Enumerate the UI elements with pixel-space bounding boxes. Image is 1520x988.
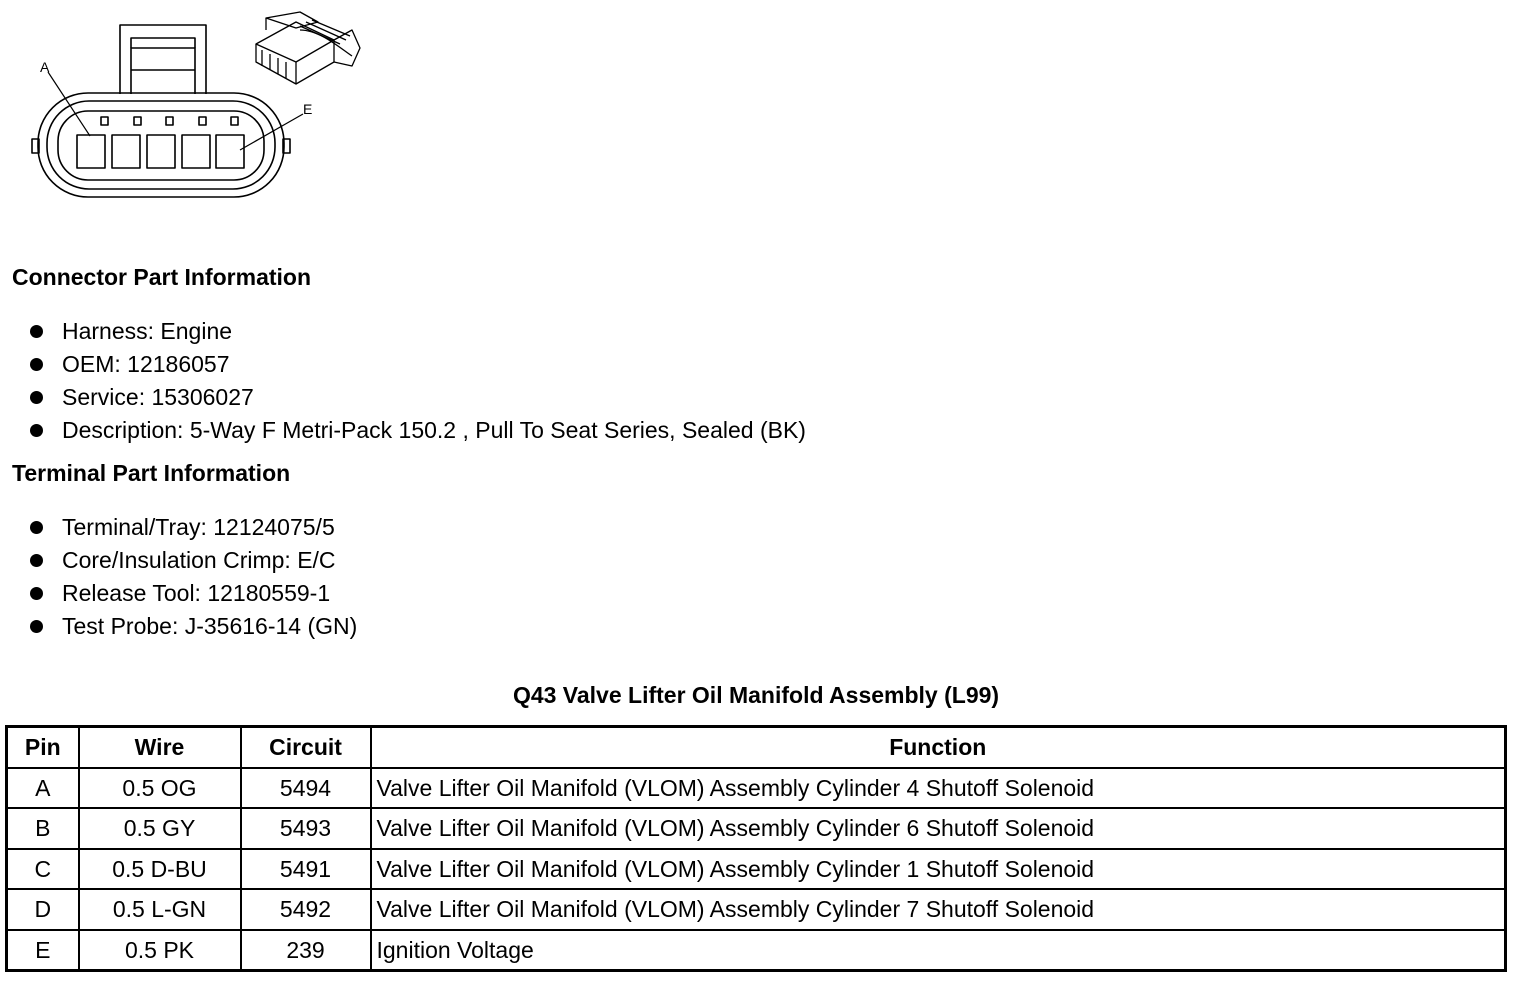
cell-pin: B	[7, 808, 79, 849]
header-circuit: Circuit	[241, 727, 371, 768]
terminal-part-info-list	[28, 511, 357, 643]
connector-diagram	[0, 0, 380, 225]
cell-pin: E	[7, 930, 79, 971]
connector-part-info-heading: Connector Part Information	[12, 264, 312, 290]
header-wire: Wire	[79, 727, 241, 768]
bullet-icon	[30, 554, 43, 567]
cell-wire: 0.5 GY	[79, 808, 241, 849]
cavity-e	[216, 135, 244, 168]
bullet-icon	[30, 587, 43, 600]
cell-function: Valve Lifter Oil Manifold (VLOM) Assembly Cylinder 1 Shutoff Solenoid	[371, 849, 1506, 890]
header-function: Function	[371, 727, 1506, 768]
label-a: A	[40, 59, 50, 75]
connector-isometric-icon	[256, 12, 360, 84]
cell-wire: 0.5 L-GN	[79, 889, 241, 930]
cell-circuit: 239	[241, 930, 371, 971]
cell-function: Ignition Voltage	[371, 930, 1506, 971]
header-pin: Pin	[7, 727, 79, 768]
table-row	[7, 768, 1506, 809]
cell-pin: C	[7, 849, 79, 890]
pin-table-title: Q43 Valve Lifter Oil Manifold Assembly (L99)	[512, 682, 1000, 708]
bullet-icon	[30, 358, 43, 371]
cavity-d	[182, 135, 210, 168]
cell-circuit: 5493	[241, 808, 371, 849]
cell-wire: 0.5 D-BU	[79, 849, 241, 890]
bullet-icon	[30, 424, 43, 437]
cavity-a	[77, 135, 105, 168]
pin-table	[5, 725, 1507, 972]
cell-pin: A	[7, 768, 79, 809]
label-e: E	[303, 101, 313, 117]
cell-circuit: 5494	[241, 768, 371, 809]
connector-part-info-list	[28, 315, 806, 447]
list-item: Service: 15306027	[28, 381, 806, 414]
bullet-icon	[30, 620, 43, 633]
cavity-c	[147, 135, 175, 168]
connector-housing-outer	[38, 93, 284, 197]
list-item: Terminal/Tray: 12124075/5	[28, 511, 357, 544]
table-row	[7, 849, 1506, 890]
cell-wire: 0.5 OG	[79, 768, 241, 809]
bullet-icon	[30, 391, 43, 404]
cell-function: Valve Lifter Oil Manifold (VLOM) Assembly Cylinder 6 Shutoff Solenoid	[371, 808, 1506, 849]
cell-circuit: 5491	[241, 849, 371, 890]
list-item: Description: 5-Way F Metri-Pack 150.2 , Pull To Seat Series, Sealed (BK)	[28, 414, 806, 447]
table-row	[7, 889, 1506, 930]
cell-pin: D	[7, 889, 79, 930]
list-item: Harness: Engine	[28, 315, 806, 348]
bullet-icon	[30, 325, 43, 338]
cell-function: Valve Lifter Oil Manifold (VLOM) Assembly Cylinder 7 Shutoff Solenoid	[371, 889, 1506, 930]
list-item: OEM: 12186057	[28, 348, 806, 381]
connector-latch	[120, 25, 206, 94]
bullet-icon	[30, 521, 43, 534]
table-row	[7, 808, 1506, 849]
list-item: Test Probe: J-35616-14 (GN)	[28, 610, 357, 643]
list-item: Core/Insulation Crimp: E/C	[28, 544, 357, 577]
cavity-b	[112, 135, 140, 168]
table-header-row	[7, 727, 1506, 768]
cell-circuit: 5492	[241, 889, 371, 930]
table-row	[7, 930, 1506, 971]
cell-wire: 0.5 PK	[79, 930, 241, 971]
terminal-part-info-heading: Terminal Part Information	[12, 460, 291, 486]
list-item: Release Tool: 12180559-1	[28, 577, 357, 610]
cell-function: Valve Lifter Oil Manifold (VLOM) Assembly Cylinder 4 Shutoff Solenoid	[371, 768, 1506, 809]
